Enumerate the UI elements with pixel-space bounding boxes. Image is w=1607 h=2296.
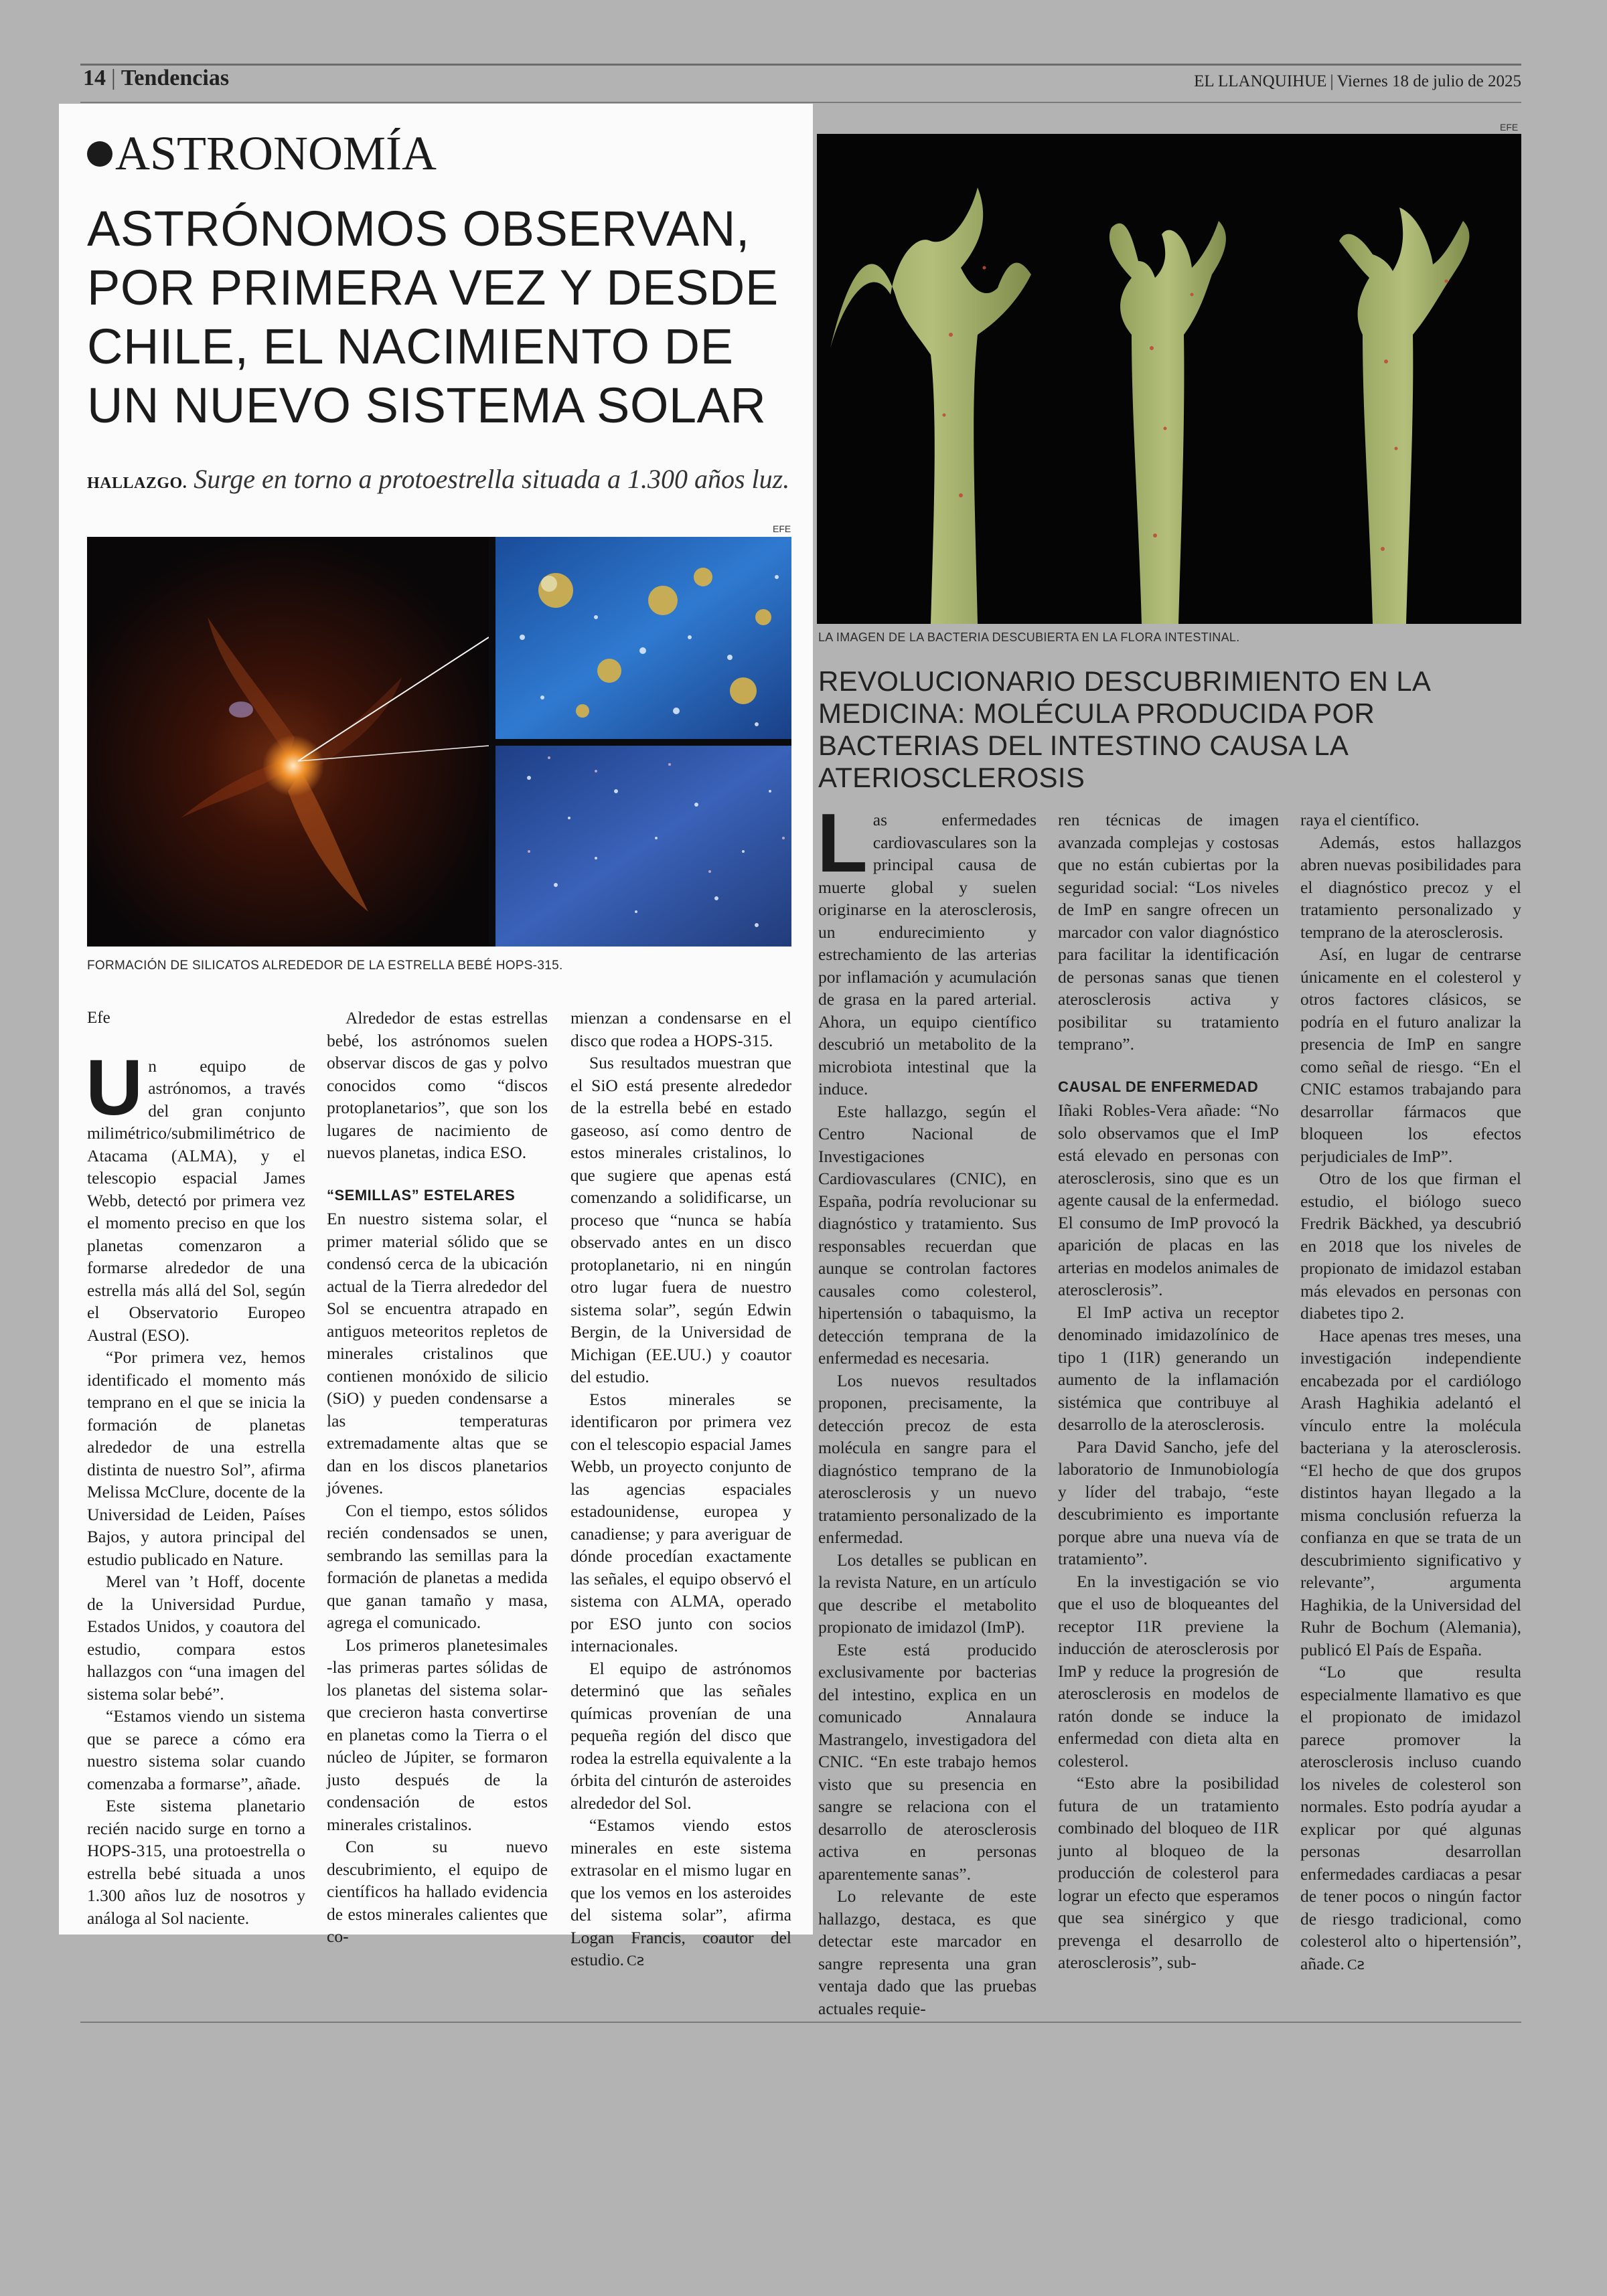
- protostar-image: [87, 537, 791, 947]
- masthead-dateline: [1194, 72, 1521, 91]
- medicine-column-1: [817, 797, 1037, 2020]
- drop-cap: U: [86, 1043, 143, 1132]
- page-folio: [83, 66, 229, 91]
- paragraph: Alrededor de estas estrellas bebé, los astrónomos suelen observar discos de gas y polvo conocidos como “discos protoplanetarios”, que son los lugares de nacimiento de nuevos planetas, indica ESO.: [327, 1008, 548, 1162]
- astronomy-column-3: [570, 1007, 791, 1972]
- paragraph: Los nuevos resultados proponen, precisamente, la detección precoz de esta molécula en sangre para el diagnóstico temprano de la aterosclerosis y un nuevo tratamiento personalizado de la enfermedad.: [818, 1370, 1037, 1547]
- page-bottom-rule: [80, 2022, 1521, 2023]
- byline: Efe: [87, 1009, 110, 1027]
- section-label-text: ASTRONOMÍA: [115, 127, 437, 180]
- page-number: 14: [83, 66, 106, 90]
- paragraph: ren técnicas de imagen avanzada complejas y costosas que no están cubiertas por la seguridad social: “Los niveles de ImP en sangre ofrecen un marcador con valor diagnóstico para facilitar la identificación de personas sanas que tienen aterosclerosis activa y posibilitar su tratamiento temprano”.: [1058, 810, 1279, 1054]
- paragraph: En nuestro sistema solar, el primer material sólido que se condensó cerca de la ubicación actual de la Tierra alrededor del Sol se encuentra atrapado en antiguos meteoritos repletos de minerales cristalinos que contienen monóxido de silicio (SiO) y pueden condensarse a las temperaturas extremadamente altas que se dan en los discos planetarios jóvenes.: [327, 1209, 548, 1497]
- paragraph: “Estamos viendo un sistema que se parece a cómo era nuestro sistema solar cuando comenzaba a formarse”, añade.: [87, 1706, 305, 1793]
- paragraph-text: as enfermedades cardiovasculares son la principal causa de muerte global y suelen originarse en la aterosclerosis, un endurecimiento y estrechamiento de las arterias por inflamación y acumulación de grasa en la pared arterial. Ahora, un equipo científico descubrió un metabolito de la microbiota intestinal que la induce.: [818, 810, 1037, 1098]
- paragraph: [86, 1043, 305, 1347]
- paragraph: Lo relevante de este hallazgo, destaca, es que detectar este marcador en sangre representa una gran ventaja dado que las pruebas actuales requie-: [818, 1886, 1037, 2018]
- bacteria-arteries-photo: [817, 134, 1521, 624]
- medicine-column-2: [1058, 809, 1279, 1974]
- paragraph: El ImP activa un receptor denominado imidazolínico de tipo 1 (I1R) generando un aumento de la inflamación sistémica que contribuye al desarrollo de la aterosclerosis.: [1058, 1302, 1279, 1434]
- section-label: [87, 126, 437, 181]
- paragraph: Este sistema planetario recién nacido surge en torno a HOPS-315, una protoestrella o estrella bebé situada a unos 1.300 años luz de nosotros y análoga al Sol naciente.: [87, 1796, 305, 1928]
- bullet-icon: [87, 141, 112, 167]
- medicine-headline: REVOLUCIONARIO DESCUBRIMIENTO EN LA MEDICINA: MOLÉCULA PRODUCIDA POR BACTERIAS DEL INTESTINO CAUSA LA ATERIOSCLEROSIS: [818, 665, 1430, 793]
- paragraph: [570, 1814, 791, 1972]
- astronomy-photo-caption: FORMACIÓN DE SILICATOS ALREDEDOR DE LA ESTRELLA BEBÉ HOPS-315.: [87, 959, 563, 973]
- paragraph: Con el tiempo, estos sólidos recién condensados se unen, sembrando las semillas para la formación de planetas a medida que ganan tamaño y masa, agrega el comunicado.: [327, 1500, 548, 1632]
- paragraph-text: n equipo de astrónomos, a través del gran conjunto milimétrico/submilimétrico de Atacama (ALMA), y el telescopio espacial James Webb, detectó por primera vez el momento preciso en que los planetas comenzaron a formarse alrededor de una estrella más allá del Sol, según el Observatorio Europeo Austral (ESO).: [87, 1056, 305, 1345]
- paragraph: El equipo de astrónomos determinó que las señales químicas provenían de una pequeña región del disco que rodea la estrella equivalente a la órbita del cinturón de asteroides alrededor del Sol.: [570, 1658, 791, 1813]
- end-of-article-mark: Cꙅ: [1347, 1955, 1365, 1973]
- newspaper-name: EL LLANQUIHUE: [1194, 72, 1327, 90]
- paragraph: [817, 797, 1037, 1100]
- paragraph: Los primeros planetesimales -las primeras partes sólidas de los planetas del sistema solar- que crecieron hasta convertirse en planetas como la Tierra o el núcleo de Júpiter, se formaron justo después de la condensación de estos minerales cristalinos.: [327, 1635, 548, 1834]
- paragraph: Hace apenas tres meses, una investigación independiente encabezada por el cardiólogo Arash Haghikia adelantó el vínculo entre la molécula bacteriana y la aterosclerosis. “El hecho de que dos grupos distintos hayan llegado a la misma conclusión refuerza la confianza en que se trata de un descubrimiento significativo y relevante”, argumenta Haghikia, de la Universidad del Ruhr de Bochum (Alemania), publicó El País de España.: [1300, 1325, 1521, 1659]
- paragraph: Estos minerales se identificaron por primera vez con el telescopio espacial James Webb, un proyecto conjunto de las agencias espaciales estadounidense, europea y canadiense; y para averiguar de dónde procedían exactamente las señales, el equipo observó el sistema con ALMA, operado por ESO junto con socios internacionales.: [570, 1389, 791, 1655]
- paragraph: Merel van ’t Hoff, docente de la Universidad Purdue, Estados Unidos, y coautora del estudio, compara estos hallazgos con “una imagen del sistema solar bebé”.: [87, 1572, 305, 1704]
- paragraph: mienzan a condensarse en el disco que rodea a HOPS-315.: [570, 1008, 791, 1050]
- arteries-image: [817, 134, 1521, 624]
- subheading: CAUSAL DE ENFERMEDAD: [1058, 1078, 1259, 1095]
- paragraph-text: “Estamos viendo estos minerales en este sistema extrasolar en el mismo lugar en que los vemos en los asteroides del sistema solar”, afirma Logan Francis, coautor del estudio.: [570, 1815, 791, 1969]
- astronomy-headline: ASTRÓNOMOS OBSERVAN, POR PRIMERA VEZ Y DESDE CHILE, EL NACIMIENTO DE UN NUEVO SISTEMA SOLAR: [87, 201, 779, 433]
- paragraph: raya el científico.: [1300, 810, 1420, 829]
- paragraph: Así, en lugar de centrarse únicamente en el colesterol y otros factores clásicos, se podría en el futuro analizar la presencia de ImP en sangre como señal de riesgo. “En el CNIC estamos trabajando para desarrollar fármacos que bloqueen los efectos perjudiciales de ImP”.: [1300, 945, 1521, 1166]
- paragraph: En la investigación se vio que el uso de bloqueantes del receptor I1R previene la inducción de aterosclerosis por ImP y reduce la progresión de aterosclerosis en modelos de ratón donde se induce la enfermedad con dieta alta en colesterol.: [1058, 1571, 1279, 1771]
- folio-separator: |: [111, 66, 116, 90]
- section-name: Tendencias: [121, 66, 230, 90]
- paragraph: “Esto abre la posibilidad futura de un tratamiento combinado del bloqueo de I1R junto al bloqueo de la producción de colesterol para lograr un efecto que esperamos que sea sinérgico y que prevenga el desarrollo de aterosclerosis”, sub-: [1058, 1773, 1279, 1972]
- protostar-photo: [87, 537, 791, 947]
- astronomy-photo-credit: EFE: [773, 523, 791, 534]
- subheading: “SEMILLAS” ESTELARES: [327, 1186, 516, 1204]
- paragraph: Sus resultados muestran que el SiO está presente alrededor de la estrella bebé en estado gaseoso, así como dentro de estos minerales cristalinos, lo que sugiere que apenas está comenzando a solidificarse, un proceso que “nunca se había observado antes en un disco protoplanetario, ni en ningún otro lugar fuera de nuestro sistema solar”, según Edwin Bergin, de la Universidad de Michigan (EE.UU.) y coautor del estudio.: [570, 1053, 791, 1386]
- medicine-photo-caption: LA IMAGEN DE LA BACTERIA DESCUBIERTA EN LA FLORA INTESTINAL.: [818, 631, 1240, 644]
- paragraph: Este hallazgo, según el Centro Nacional de Investigaciones Cardiovasculares (CNIC), en España, podría revolucionar su diagnóstico y tratamiento. Sus responsables recuerdan que aunque se controlan factores causales como colesterol, hipertensión o tabaquismo, la detección temprana de la enfermedad es necesaria.: [818, 1101, 1037, 1368]
- astronomy-kicker: [87, 463, 810, 495]
- kicker-label: HALLAZGO.: [87, 475, 187, 492]
- medicine-photo-credit: EFE: [1500, 122, 1519, 133]
- paragraph: Con su nuevo descubrimiento, el equipo de científicos ha hallado evidencia de estos minerales calientes que co-: [327, 1837, 548, 1946]
- paragraph: Además, estos hallazgos abren nuevas posibilidades para el diagnóstico precoz y el tratamiento personalizado y temprano de la aterosclerosis.: [1300, 832, 1521, 942]
- paragraph: Para David Sancho, jefe del laboratorio de Inmunobiología y líder del trabajo, “este descubrimiento es importante porque abre una nueva vía de tratamiento”.: [1058, 1437, 1279, 1568]
- dateline-separator: |: [1330, 72, 1334, 90]
- paragraph: Este está producido exclusivamente por bacterias del intestino, explica en un comunicado Annalaura Mastrangelo, investigadora del CNIC. “En este trabajo hemos visto que su presencia en sangre se relaciona con el desarrollo de aterosclerosis activa en personas aparentemente sanas”.: [818, 1639, 1037, 1884]
- header-top-rule: [80, 64, 1521, 66]
- header-bottom-rule: [80, 102, 1521, 103]
- paragraph: “Por primera vez, hemos identificado el momento más temprano en el que se inicia la formación de planetas alrededor de una estrella distinta de nuestro Sol”, afirma Melissa McClure, docente de la Universidad de Leiden, Países Bajos, y autora principal del estudio publicado en Nature.: [87, 1347, 305, 1569]
- medicine-column-3: [1300, 809, 1521, 1975]
- astronomy-column-1: [87, 1007, 305, 1929]
- paragraph: Iñaki Robles-Vera añade: “No solo observamos que el ImP está elevado en personas con aterosclerosis, sino que es un agente causal de la enfermedad. El consumo de ImP provocó la aparición de placas en las arterias en modelos animales de aterosclerosis”.: [1058, 1100, 1279, 1299]
- issue-date: Viernes 18 de julio de 2025: [1336, 72, 1521, 90]
- drop-cap: L: [817, 797, 868, 890]
- end-of-article-mark: Cꙅ: [627, 1952, 645, 1969]
- paragraph: Los detalles se publican en la revista Nature, en un artículo que describe el metabolito propionato de imidazol (ImP).: [818, 1550, 1037, 1637]
- paragraph-text: “Lo que resulta especialmente llamativo es que el propionato de imidazol parece promover la aterosclerosis incluso cuando los niveles de colesterol son normales. Esto podría ayudar a explicar por qué algunas personas desarrollan enfermedades cardiacas a pesar de tener pocos o ningún factor de riesgo tradicional, como colesterol alto o hipertensión”, añade.: [1300, 1662, 1521, 1973]
- paragraph: Otro de los que firman el estudio, el biólogo sueco Fredrik Bäckhed, ya descubrió en 2018 que los niveles de propionato de imidazol estaban más elevados en personas con diabetes tipo 2.: [1300, 1169, 1521, 1323]
- kicker-text: Surge en torno a protoestrella situada a 1.300 años luz.: [194, 464, 790, 494]
- astronomy-column-2: [327, 1007, 548, 1948]
- paragraph: [1300, 1661, 1521, 1975]
